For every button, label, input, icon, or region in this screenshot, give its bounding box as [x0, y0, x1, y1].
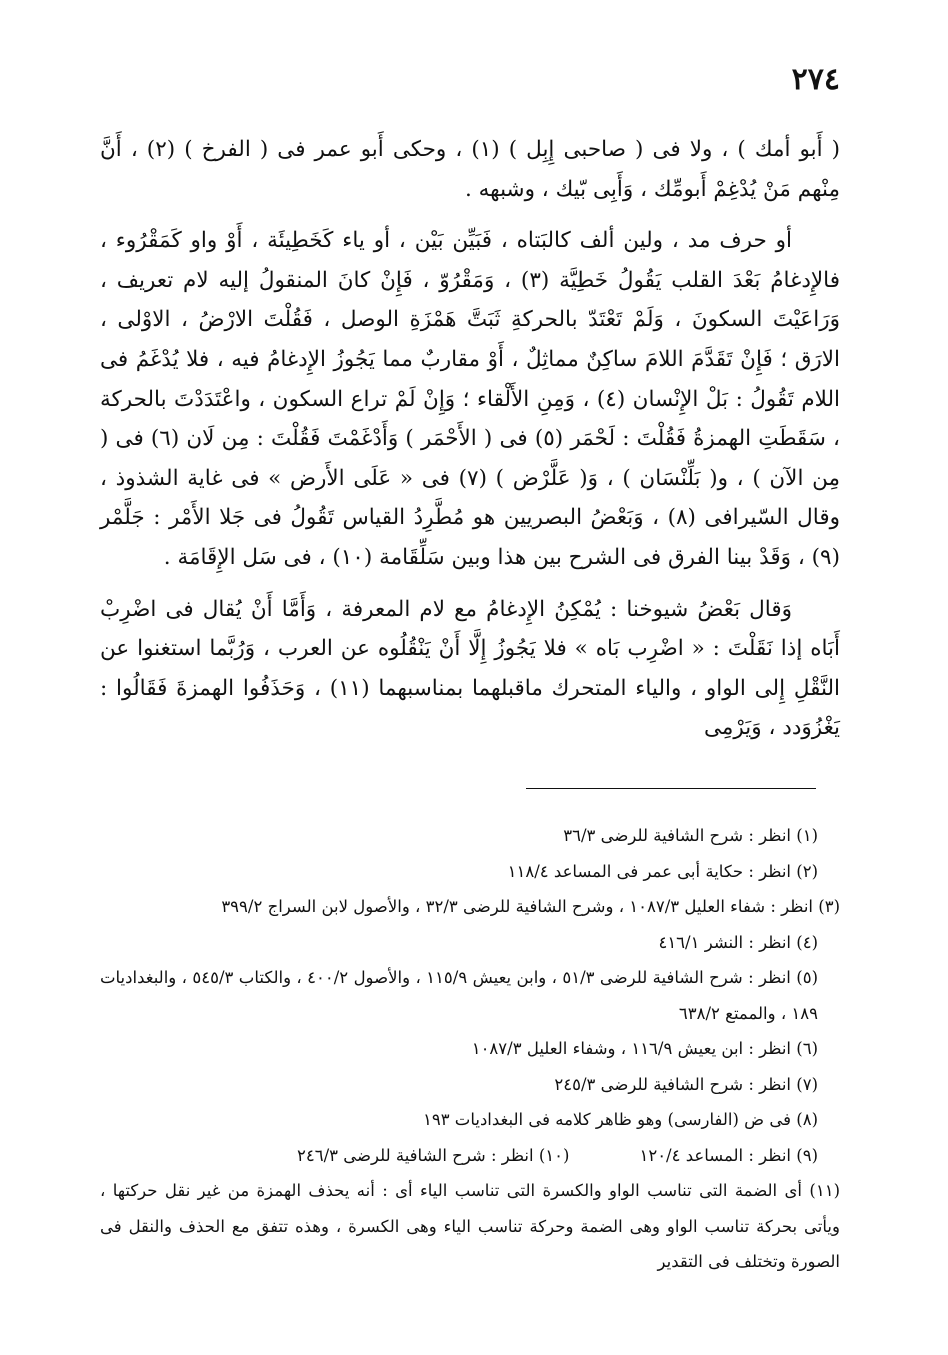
- footnote: (١٠) انظر : شرح الشافية للرضى ٢٤٦/٣: [296, 1145, 570, 1165]
- footnote: (٥) انظر : شرح الشافية للرضى ٥١/٣ ، وابن يعيش ١١٥/٩ ، والأصول ٤٠٠/٢ ، والكتاب ٥٤٥/٣ ، والبغداديات ١٨٩ ، والممتع ٦٣٨/٢: [100, 968, 819, 1023]
- footnote: (٣) انظر : شفاء العليل ١٠٨٧/٣ ، وشرح الشافية للرضى ٣٢/٣ ، والأصول لابن السراج ٣٩٩/٢: [221, 897, 840, 916]
- footnote: (٩) انظر : المساعد ١٢٠/٤: [639, 1145, 818, 1165]
- footnote: (١) انظر : شرح الشافية للرضى ٣٦/٣: [563, 826, 818, 845]
- main-text: [100, 130, 840, 748]
- footnote-pair: [100, 1138, 840, 1174]
- footnote-separator: [526, 788, 816, 789]
- footnote: (١١) أى الضمة التى تناسب الواو والكسرة التى تناسب الياء أى : أنه يحذف الهمزة من غير نقل حركتها ، ويأتى بحركة تناسب الواو وهى الضمة وحركة تناسب الياء وهى الكسرة ، وهذه تتفق مع الحذف والنقل فى الصورة وتختلف فى التقدير: [100, 1181, 840, 1271]
- footnote: (٤) انظر : النشر ٤١٦/١: [658, 932, 818, 952]
- paragraph: ( أَبو أمك ) ، ولا فى ( صاحبى إِبِل ) (١) ، وحكى أَبو عمر فى ( الفرخ ) (٢) ، أَنَّ مِنْهم مَنْ يُدْغِمْ أَبومِّك ، وَأَبِى بّيك ، وشبهه .: [100, 137, 840, 202]
- footnote: (٧) انظر : شرح الشافية للرضى ٢٤٥/٣: [554, 1074, 818, 1094]
- footnote: (٢) انظر : حكاية أبى عمر فى المساعد ١١٨/٤: [507, 861, 818, 881]
- paragraph: أو حرف مد ، ولين ألف كالبَتاه ، فَبَيِّن بَيْن ، أو ياء كَخَطِيئَة ، أَوْ واو كَمَقْرُوء ، فالإِدغامُ بَعْدَ القلب يَقُولُ خَطِيَّة (٣) ، وَمَقْرُوّ ، فَإِنْ كانَ المنقولُ إليه لام تعريف ، وَرَاعَيْتَ السكونَ ، وَلَمْ تَعْتَدّ بالحركةِ ثَبَتَّ هَمْزَةِ الوصل ، فَقُلْتَ الارْضُ ، الاوْلى ، الارَق ؛ فَإِنْ تَقَدَّمَ اللامَ ساكِنٌ مماثِلٌ ، أَوْ مقاربٌ مما يَجُوزُ الإِدغامُ فيه ، فلا يُدْغَمُ فى اللام تَقُولُ : بَلْ الإِنْسان (٤) ، وَمِنِ الأَلْقاء ؛ وَإِنْ لَمْ تراع السكون ، واعْتَدَدْتَ بالحركة ، سَقَطَتِ الهمزةُ فَقُلْتَ : لَحْمَر (٥) فى ( الأَحْمَر ) وَأَدْغَمْتَ فَقُلْتَ : مِن لَان (٦) فى ( مِن الآن ) ، و( بَلِّنْسَان ) ، وَ( عَلَّرْض ) (٧) فى « عَلَى الأَرض » فى غاية الشذوذ ، وقال السّيرافى (٨) ، وَبَعْضُ البصريين هو مُطَّرِدُ القياس تَقُولُ فى جَلا الأَمْر : جَلَّمْر (٩) ، وَقَدْ بينا الفرق فى الشرح بين هذا وبين سَلِّقَامة (١٠) ، فى سَل الإِقَامَة .: [100, 228, 841, 570]
- footnote: (٦) انظر : ابن يعيش ١١٦/٩ ، وشفاء العليل ١٠٨٧/٣: [471, 1039, 818, 1058]
- footnote: (٨) فى ض (الفارسى) وهو ظاهر كلامه فى البغداديات ١٩٣: [422, 1110, 818, 1129]
- paragraph: وَقال بَعْضُ شيوخنا : يُمْكِنُ الإِدغامُ مع لام المعرفة ، وَأَمَّا أَنْ يُقال فى اضْرِبْ أَبَاه إذا نَقَلْتَ : « اضْرِب بَاه » فلا يَجُوزُ إِلَّا أَنْ يَنْقُلُوه عن العرب ، وَرُبَّما استغنوا عن النَّقْلِ إِلى الواو ، والياء المتحرك ماقبلهما بمناسبهما (١١) ، وَحَذَفُوا الهمزةَ فَقَالُوا : يَغْزُوَدد ، وَيَرْمِى: [100, 596, 841, 741]
- page-number: ٢٧٤: [791, 62, 840, 97]
- footnotes: [100, 818, 840, 1280]
